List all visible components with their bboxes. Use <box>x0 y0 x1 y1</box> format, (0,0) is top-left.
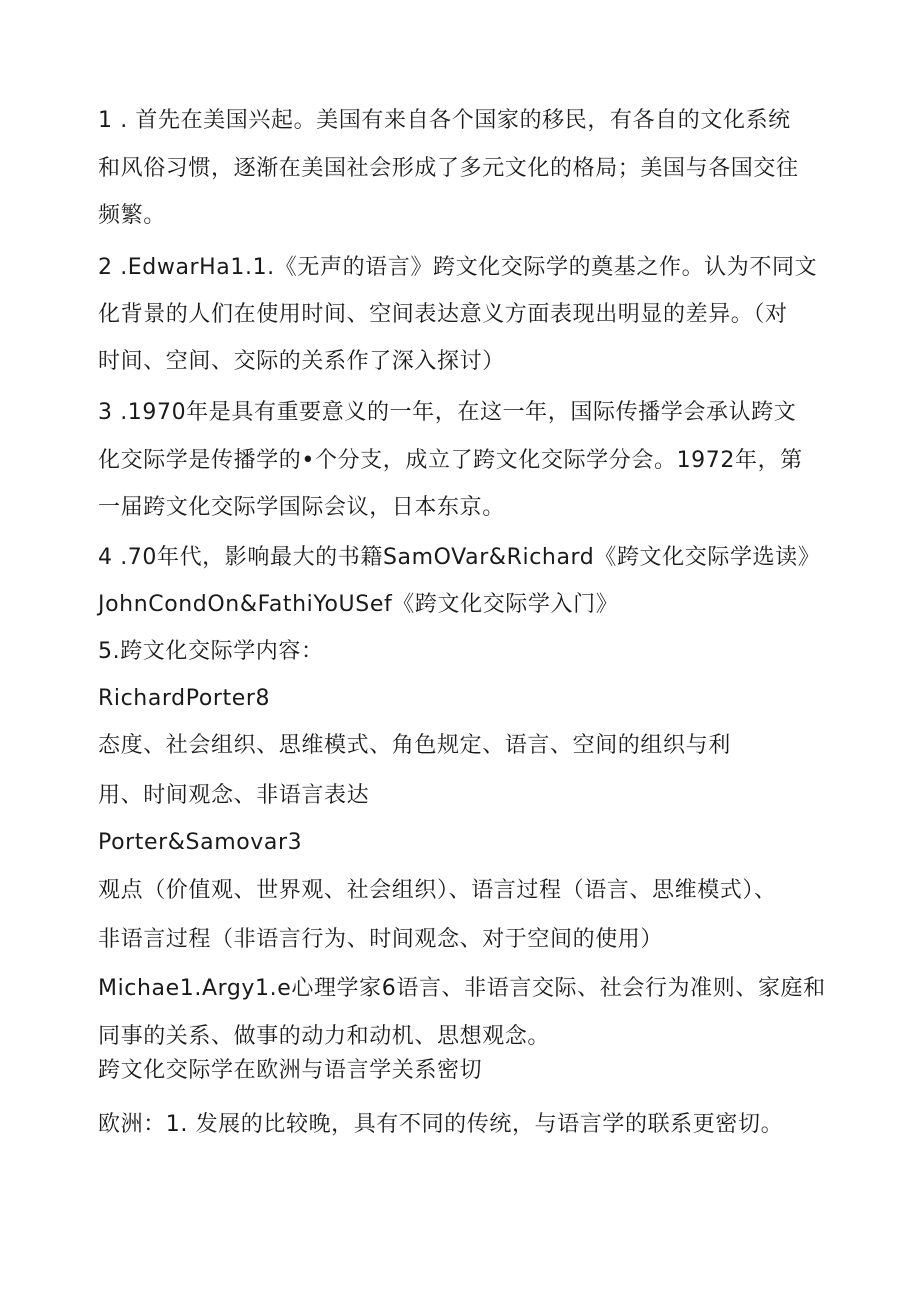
text-line: 态度、社会组织、思维模式、角色规定、语言、空间的组织与利 <box>98 733 731 758</box>
text-line: 5.跨文化交际学内容： <box>98 639 324 664</box>
text-line: 和风俗习惯，逐渐在美国社会形成了多元文化的格局；美国与各国交往 <box>98 156 799 181</box>
text-line: Michae1.Argy1.e心理学家6语言、非语言交际、社会行为准则、家庭和 <box>98 976 826 1001</box>
text-line: 时间、空间、交际的关系作了深入探讨） <box>98 349 505 374</box>
text-line: 欧洲：1. 发展的比较晚，具有不同的传统，与语言学的联系更密切。 <box>98 1112 784 1137</box>
text-line: JohnCondOn&FathiYoUSef《跨文化交际学入门》 <box>98 592 619 617</box>
text-line: 用、时间观念、非语言表达 <box>98 783 370 808</box>
text-line: 跨文化交际学在欧洲与语言学关系密切 <box>98 1058 483 1083</box>
text-line: 1 . 首先在美国兴起。美国有来自各个国家的移民，有各自的文化系统 <box>98 108 791 133</box>
text-line: 3 .1970年是具有重要意义的一年，在这一年，国际传播学会承认跨文 <box>98 400 797 425</box>
text-line: 非语言过程（非语言行为、时间观念、对于空间的使用） <box>98 927 664 952</box>
text-line: 一届跨文化交际学国际会议，日本东京。 <box>98 495 505 520</box>
text-line: 化背景的人们在使用时间、空间表达意义方面表现出明显的差异。（对 <box>98 302 788 327</box>
text-line: Porter&Samovar3 <box>98 830 303 855</box>
text-line: 4 .70年代，影响最大的书籍SamOVar&Richard《跨文化交际学选读》 <box>98 545 821 570</box>
text-line: 频繁。 <box>98 203 166 228</box>
text-line: RichardPorter8 <box>98 686 271 711</box>
text-line: 同事的关系、做事的动力和动机、思想观念。 <box>98 1024 551 1049</box>
text-line: 观点（价值观、世界观、社会组织）、语言过程（语言、思维模式）、 <box>98 878 777 903</box>
text-line: 2 .EdwarHa1.1.《无声的语言》跨文化交际学的奠基之作。认为不同文 <box>98 255 818 280</box>
text-line: 化交际学是传播学的•个分支，成立了跨文化交际学分会。1972年，第 <box>98 448 803 473</box>
